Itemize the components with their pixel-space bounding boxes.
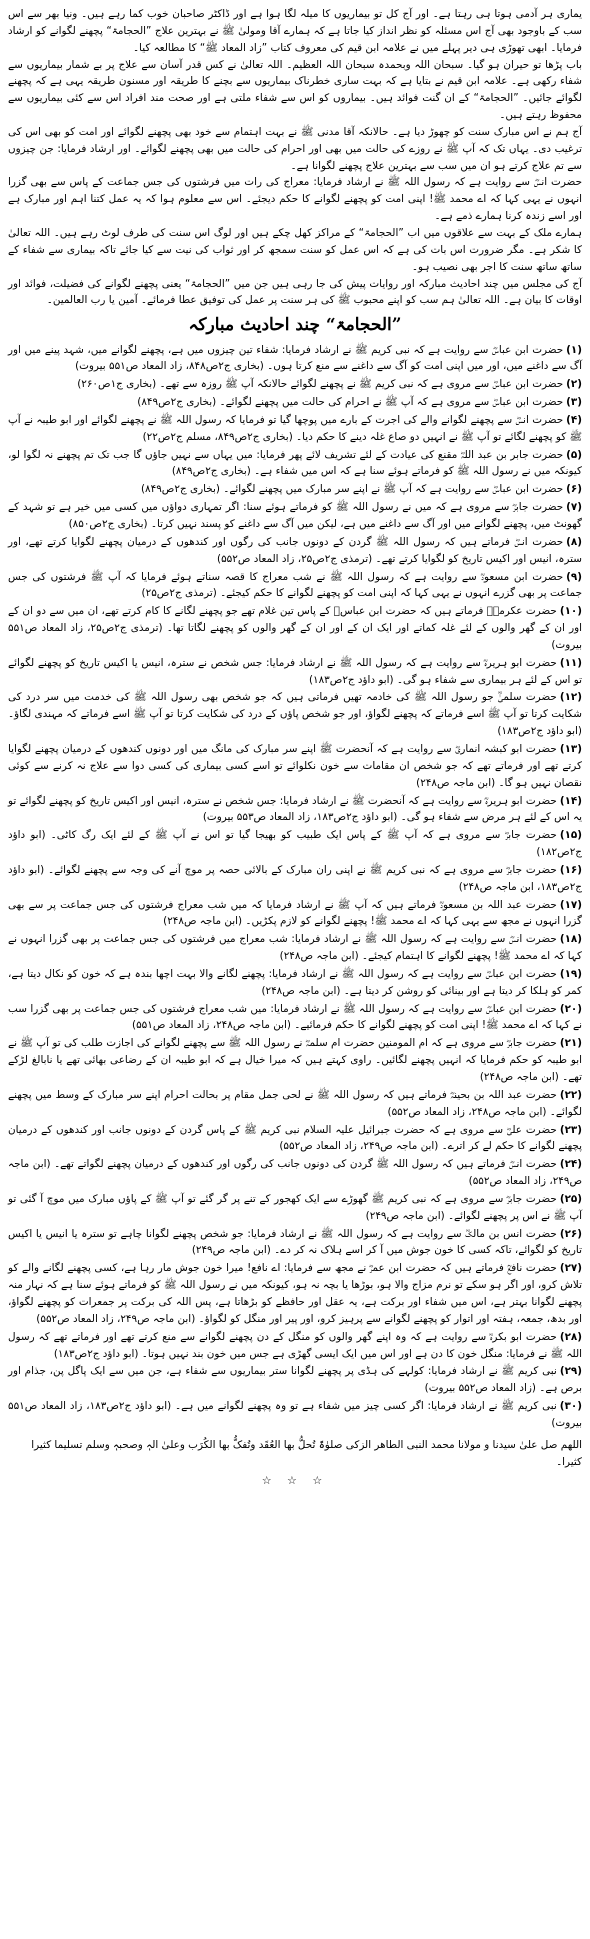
hadith-number: (۱۶) [559, 863, 582, 876]
intro-paragraph: یماری ہر آدمی ہوتا ہی رہتا ہے۔ اور آج کل تو بیماریوں کا میلہ لگا ہوا ہے اور ڈاکٹر صاحبان خوب کما رہے ہیں۔ ونیا بھر سے اس سب کے باوجود بھی آج اس مسئلہ کو نظر انداز کیا جاتا ہے کہ ہمارے آقا ومولیٰ ﷺ نے بہترین علاج ”الحجامۃ“ پچھنے لگوانے کو ارشاد فرمایا۔ ابھی تھوڑی ہی دیر پہلے میں نے علامہ ابن قیم کی معروف کتاب ”زاد المعاد ﷺ“ کا مطالعہ کیا۔ [8, 8, 582, 54]
hadith-text: حضرت ابن عباسؓ سے مروی ہے کہ نبی کریم ﷺ نے پچھنے لگوائے حالانکہ آپ ﷺ روزہ سے تھے۔ (بخاری ج۱ص۲۶۰) [77, 378, 564, 391]
hadith-text: حضرت جابرؓ سے مروی ہے کہ آپ ﷺ کے پاس ایک طبیب کو بھیجا گیا تو اس نے آپ ﷺ کے لئے ایک رگ کاٹی۔ (ابو داؤد ج۲ص۱۸۲) [8, 829, 582, 859]
hadith-item [8, 534, 582, 568]
closing-prayer: اللھم صل علیٰ سیدنا و مولانا محمد النبی الطاھر الزکی صلوٰۃً تُحلُّ بھا العُقَد وتُفکُّ بھا الکُرَب وعلیٰ الہٖ وصحبہٖ وسلم تسلیما کثیرا کثیرا۔ [31, 1438, 582, 1468]
hadith-text: حضرت انسؓ فرماتے ہیں کہ رسول اللہ ﷺ گردن کے دونوں جانب کی رگوں اور کندھوں کے درمیان پچھنے لگوایا کرتے تھے، اور سترہ، انیس اور اکیس تاریخ کو لگوایا کرتے تھے۔ (ترمذی ج۲ص۲۵، زاد المعاد ص۵۵۲) [8, 535, 582, 565]
hadith-number: (۶) [566, 483, 582, 496]
hadith-text: حضرت جابرؓ سے مروی ہے کہ میں نے رسول اللہ ﷺ کو فرماتے ہوئے سنا: اگر تمہاری دواؤں میں کسی میں خیر ہے تو شہد کے گھونٹ میں، پچھنے لگوانے میں اور آگ سے داغنے میں ہے، لیکن میں آگ سے داغنے کو پسند نہیں کرتا۔ (بخاری ج۲ص۸۵۰) [8, 501, 582, 531]
hadith-item [8, 412, 582, 446]
intro-paragraph: ہمارے ملک کے بہت سے علاقوں میں اب ”الحجامۃ“ کے مراکز کھل چکے ہیں اور لوگ اس سنت کی طرف لوٹ رہے ہیں۔ اللہ تعالیٰ کا شکر ہے۔ مگر ضرورت اس بات کی ہے کہ اس عمل کو سنت سمجھ کر اور ثواب کی نیت سے کیا جائے تاکہ بیماری سے شفاء کے ساتھ ساتھ سنت کا اجر بھی نصیب ہو۔ [8, 226, 582, 273]
hadith-number: (۴) [566, 413, 582, 426]
hadith-text: حضرت جابر بن عبد اللہؓ مقنع کی عیادت کے لئے تشریف لائے پھر فرمایا: میں یہاں سے نہیں جاؤں گا جب تک تم پچھنے نہ لگوا لو، کیونکہ میں نے رسول اللہ ﷺ کو فرماتے ہوئے سنا ہے کہ اس میں شفاء ہے۔ (بخاری ج۲ص۸۴۹) [8, 448, 582, 478]
hadith-number: (۲۵) [559, 1192, 582, 1205]
hadith-text: حضرت ابن عباسؓ سے روایت ہے کہ آپ ﷺ نے اپنے سر مبارک میں پچھنے لگوائے۔ (بخاری ج۲ص۸۴۹) [140, 483, 564, 496]
hadith-item [8, 1001, 582, 1035]
hadith-item [8, 569, 582, 603]
hadith-number: (۱۸) [559, 933, 582, 946]
hadith-number: (۲۲) [559, 1088, 582, 1101]
hadith-item [8, 1226, 582, 1260]
section-heading: ”الحجامۃ“ چند احادیث مبارکہ [188, 315, 402, 336]
hadith-item [8, 1191, 582, 1225]
hadith-number: (۱) [566, 343, 582, 356]
hadith-number: (۵) [566, 448, 582, 461]
hadith-text: حضرت ابن مسعودؓ سے روایت ہے کہ رسول اللہ ﷺ نے شب معراج کا قصہ سناتے ہوئے فرمایا کہ آپ ﷺ فرشتوں کی جس جماعت پر بھی گزرے انہوں نے یہی کہا کہ اپنی امت کو پچھنے لگوانے کا حکم کیجئے۔ (ترمذی ج۲ص۲۵) [8, 570, 582, 600]
hadith-text: حضرت علیؓ سے مروی ہے کہ حضرت جبرائیل علیہ السلام نبی کریم ﷺ کے پاس گردن کے دونوں جانب اور کندھوں کے درمیان پچھنے لگوانے کا حکم لے کر اترے۔ (ابن ماجہ ص۲۴۹، زاد المعاد ص۵۵۲) [8, 1123, 582, 1153]
intro-paragraph: آج ہم نے اس مبارک سنت کو چھوڑ دیا ہے۔ حالانکہ آقا مدنی ﷺ نے بہت اہتمام سے خود بھی پچھنے لگوائے اور امت کو بھی اس کی ترغیب دی۔ یہاں تک کہ آپ ﷺ نے روزے کی حالت میں بھی اور احرام کی حالت میں بھی پچھنے لگوائے۔ اور ارشاد فرمایا: جن چیزوں سے تم علاج کرتے ہو ان میں سب سے بہترین علاج پچھنے لگوانا ہے۔ [8, 125, 582, 172]
hadith-text: حضرت ابو ہریرہؓ سے روایت ہے کہ رسول اللہ ﷺ نے ارشاد فرمایا: جس شخص نے سترہ، انیس یا اکیس تاریخ کو پچھنے لگوائے تو اس کے لئے ہر بیماری سے شفاء ہو گی۔ (ابو داؤد ج۲ص۱۸۳) [8, 656, 582, 686]
hadith-text: حضرت جابرؓ سے مروی ہے کہ ام المومنین حضرت ام سلمہؓ نے رسول اللہ ﷺ سے پچھنے لگوانے کی اجازت طلب کی تو آپ ﷺ نے ابو طیبہ کو حکم فرمایا کہ انہیں پچھنے لگائیں۔ راوی کہتے ہیں کہ میرا خیال ہے کہ ابو طیبہ ان کے رضاعی بھائی تھے یا نابالغ لڑکے تھے۔ (ابن ماجہ ص۲۴۸) [8, 1037, 582, 1084]
hadith-number: (۹) [566, 570, 582, 583]
intro-paragraph: حضرت انسؓ سے روایت ہے کہ رسول اللہ ﷺ نے ارشاد فرمایا: معراج کی رات میں فرشتوں کی جس جماعت کے پاس سے بھی گزرا انہوں نے یہی کہا کہ اے محمد ﷺ! اپنی امت کو پچھنے لگوانے کا حکم دیجئے۔ اس سے معلوم ہوا کہ یہ عمل کتنا اہم اور مبارک ہے اور اسے زندہ کرنا ہمارے ذمے ہے۔ [8, 176, 582, 223]
end-ornament: ☆ ☆ ☆ [261, 1474, 329, 1488]
hadith-text: حضرت عکرمہؒ فرماتے ہیں کہ حضرت ابن عباسؓ کے پاس تین غلام تھے جو پچھنے لگانے کا کام کرتے تھے، ان میں سے دو ان کے اور ان کے گھر والوں کے لئے غلہ کماتے اور ایک ان کے اور ان کے گھر والوں کو پچھنے لگاتا تھا۔ (ترمذی ج۲ص۲۵، زاد المعاد ص۵۵۱ بیروت) [8, 605, 582, 651]
hadith-number: (۸) [566, 535, 582, 548]
hadith-text: حضرت ابو کبشہ انماریؓ سے روایت ہے کہ آنحضرت ﷺ اپنے سر مبارک کی مانگ میں اور دونوں کندھوں کے درمیان پچھنے لگوایا کرتے تھے اور فرماتے تھے کہ جو شخص ان مقامات سے خون نکلوائے تو اسے کسی بیماری کی کسی دوا سے علاج نہ کرنے سے کوئی نقصان نہیں ہو گا۔ (ابن ماجہ ص۲۴۸) [8, 742, 582, 789]
hadith-text: حضرت انس بن مالکؓ سے روایت ہے کہ رسول اللہ ﷺ نے ارشاد فرمایا: جو شخص پچھنے لگوانا چاہے تو سترہ یا انیس یا اکیس تاریخ کو لگوائے، تاکہ کسی کا خون جوش میں آ کر اسے ہلاک نہ کر دے۔ (ابن ماجہ ص۲۴۹) [8, 1227, 582, 1257]
hadith-item [8, 1329, 582, 1363]
hadith-number: (۲۱) [559, 1037, 582, 1050]
hadith-number: (۱۰) [559, 605, 582, 618]
hadith-text: حضرت ابن عباسؓ سے روایت ہے کہ رسول اللہ ﷺ نے ارشاد فرمایا: پچھنے لگانے والا بہت اچھا بندہ ہے کہ خون کو نکال دیتا ہے، کمر کو ہلکا کر دیتا ہے اور بینائی کو روشن کر دیتا ہے۔ (ابن ماجہ ص۲۴۸) [8, 967, 582, 997]
hadith-item [8, 1087, 582, 1121]
hadith-item [8, 1035, 582, 1086]
hadith-text: حضرت انسؓ سے روایت ہے کہ رسول اللہ ﷺ نے ارشاد فرمایا: شب معراج میں فرشتوں کی جس جماعت پر بھی گزرا انہوں نے کہا کہ اے محمد ﷺ! پچھنے لگوانے کا اہتمام کیجئے۔ (ابن ماجہ ص۲۴۸) [8, 933, 582, 963]
hadith-list [8, 342, 582, 1433]
hadith-number: (۱۷) [559, 898, 582, 911]
hadith-item [8, 342, 582, 376]
hadith-number: (۱۲) [559, 691, 582, 704]
hadith-number: (۲۴) [559, 1158, 582, 1171]
hadith-item [8, 499, 582, 533]
hadith-item [8, 447, 582, 481]
hadith-number: (۳۰) [559, 1400, 582, 1413]
hadith-number: (۷) [566, 501, 582, 514]
hadith-text: حضرت عبد اللہ بن مسعودؓ فرماتے ہیں کہ آپ ﷺ نے ارشاد فرمایا کہ میں شب معراج فرشتوں کی جس جماعت پر سے بھی گزرا انہوں نے مجھ سے یہی کہا کہ اے محمد ﷺ! پچھنے لگوانے کو لازم پکڑیں۔ (ابن ماجہ ص۲۴۸) [8, 898, 582, 928]
hadith-text: حضرت انسؓ سے پچھنے لگوانے والے کی اجرت کے بارے میں پوچھا گیا تو فرمایا کہ رسول اللہ ﷺ نے پچھنے لگوائے اور ابو طیبہ نے آپ ﷺ کو پچھنے لگائے تو آپ ﷺ نے انہیں دو صاع غلہ دینے کا حکم دیا۔ (بخاری ج۲ص۸۴۹، مسلم ج۲ص۲۲) [8, 413, 582, 443]
hadith-text: حضرت نافعؒ فرماتے ہیں کہ حضرت ابن عمرؓ نے مجھ سے فرمایا: اے نافع! میرا خون جوش مار رہا ہے، کسی پچھنے لگانے والے کو تلاش کرو، اور اگر ہو سکے تو نرم مزاج والا ہو، بوڑھا یا بچہ نہ ہو، کیونکہ میں نے رسول اللہ ﷺ کو فرماتے ہوئے سنا ہے کہ نہار منہ پچھنے لگوانا بہتر ہے، اس میں شفاء اور برکت ہے، یہ عقل اور حافظے کو بڑھاتا ہے، پس اللہ کی برکت پر جمعرات کو پچھنے لگواؤ، اور بدھ، جمعہ، ہفتہ اور اتوار کو پچھنے لگوانے سے پرہیز کرو، اور پیر اور منگل کو لگواؤ۔ (ابن ماجہ ص۲۴۹، زاد المعاد ص۵۵۲) [8, 1262, 582, 1325]
intro-section [8, 6, 582, 309]
hadith-item [8, 376, 582, 393]
intro-paragraph: آج کی مجلس میں چند احادیث مبارکہ اور روایات پیش کی جا رہی ہیں جن میں ”الحجامۃ“ یعنی پچھنے لگوانے کی فضیلت، فوائد اور اوقات کا بیان ہے۔ اللہ تعالیٰ ہم سب کو اپنے محبوب ﷺ کی ہر سنت پر عمل کی توفیق عطا فرمائے۔ آمین یا رب العالمین۔ [8, 277, 582, 307]
hadith-item [8, 862, 582, 896]
hadith-item [8, 1363, 582, 1397]
hadith-number: (۳) [566, 396, 582, 409]
hadith-item [8, 603, 582, 654]
hadith-number: (۱۱) [559, 656, 582, 669]
hadith-number: (۲۷) [559, 1262, 582, 1275]
hadith-number: (۲۶) [559, 1227, 582, 1240]
hadith-item [8, 931, 582, 965]
hadith-number: (۱۵) [559, 829, 582, 842]
hadith-item [8, 793, 582, 827]
hadith-text: حضرت جابرؓ سے مروی ہے کہ نبی کریم ﷺ گھوڑے سے ایک کھجور کے تنے پر گر گئے تو آپ ﷺ کے پاؤں مبارک میں موچ آ گئی تو آپ ﷺ نے اس پر پچھنے لگوائے۔ (ابن ماجہ ص۲۴۹) [8, 1192, 582, 1222]
hadith-text: حضرت عبد اللہ بن بحینہؓ فرماتے ہیں کہ رسول اللہ ﷺ نے لحی جمل مقام پر بحالت احرام اپنے سر مبارک کے وسط میں پچھنے لگوائے۔ (ابن ماجہ ص۲۴۸، زاد المعاد ص۵۵۲) [8, 1088, 582, 1118]
hadith-number: (۲۰) [559, 1002, 582, 1015]
hadith-text: حضرت ابو ہریرہؓ سے روایت ہے کہ آنحضرت ﷺ نے ارشاد فرمایا: جس شخص نے سترہ، انیس اور اکیس تاریخ کو پچھنے لگوائے تو یہ اس کے لئے ہر مرض سے شفاء ہو گی۔ (ابو داؤد ج۲ص۱۸۳، زاد المعاد ص۵۵۳ بیروت) [7, 794, 582, 824]
hadith-text: حضرت جابرؓ سے مروی ہے کہ نبی کریم ﷺ نے اپنی ران مبارک کے بالائی حصہ پر موچ آنے کی وجہ سے پچھنے لگوائے۔ (ابو داؤد ج۲ص۱۸۳، ابن ماجہ ص۲۴۸) [8, 863, 582, 893]
hadith-item [8, 689, 582, 740]
hadith-item [8, 966, 582, 1000]
hadith-item [8, 741, 582, 792]
hadith-text: حضرت ابن عباسؓ سے مروی ہے کہ آپ ﷺ نے احرام کی حالت میں پچھنے لگوائے۔ (بخاری ج۲ص۸۴۹) [137, 396, 564, 409]
hadith-item [8, 1260, 582, 1327]
hadith-item [8, 481, 582, 498]
intro-paragraph: باب پڑھا تو حیران ہو گیا۔ سبحان اللہ وبحمدہ سبحان اللہ العظیم۔ اللہ تعالیٰ نے کس قدر آسان سے علاج پر بے شمار بیماریوں سے شفاء رکھی ہے۔ علامہ ابن قیم نے بتایا ہے کہ بہت ساری خطرناک بیماریوں سے بچنے کا طریقہ اور مسنون طریقہ یہی ہے کہ پچھنے لگوائے جائیں۔ ”الحجامۃ“ کے ان گنت فوائد ہیں۔ بیماروں کو اس سے شفاء ملتی ہے اور صحت مند افراد اس سے کئی بیماریوں سے محفوظ رہتے ہیں۔ [8, 58, 582, 122]
hadith-text: نبی کریم ﷺ نے ارشاد فرمایا: کولہے کی ہڈی پر پچھنے لگوانا ستر بیماریوں سے شفاء ہے، جن میں سے ایک پاگل پن، جذام اور برص ہے۔ (زاد المعاد ص۵۵۲ بیروت) [8, 1365, 582, 1395]
hadith-item [8, 1122, 582, 1156]
hadith-text: حضرت ابن عباسؓ سے روایت ہے کہ رسول اللہ ﷺ نے ارشاد فرمایا: میں شب معراج فرشتوں کی جس جماعت پر بھی گزرا سب نے کہا کہ اے محمد ﷺ! اپنی امت کو پچھنے لگوانے کا حکم فرمائیے۔ (ابن ماجہ ص۲۴۸، زاد المعاد ص۵۵۱) [8, 1002, 582, 1032]
hadith-number: (۲۳) [559, 1123, 582, 1136]
hadith-item [8, 897, 582, 931]
hadith-text: حضرت ابن عباسؓ سے روایت ہے کہ نبی کریم ﷺ نے ارشاد فرمایا: شفاء تین چیزوں میں ہے، پچھنے لگوانے میں، شہد پینے میں اور آگ سے داغنے میں، اور میں اپنی امت کو آگ سے داغنے سے منع کرتا ہوں۔ (بخاری ج۲ص۸۴۸، زاد المعاد ص۵۵۱ بیروت) [8, 343, 582, 373]
hadith-number: (۱۴) [559, 794, 582, 807]
hadith-text: حضرت سلمیٰؓ جو رسول اللہ ﷺ کی خادمہ تھیں فرماتی ہیں کہ جو شخص بھی رسول اللہ ﷺ کی خدمت میں سر درد کی شکایت کرتا تو آپ ﷺ اسے فرماتے کہ پچھنے لگواؤ، اور جو شخص پاؤں کے درد کی شکایت کرتا تو آپ ﷺ اسے فرماتے کہ مہندی لگاؤ۔ (ابو داؤد ج۲ص۱۸۳) [8, 691, 582, 738]
hadith-text: نبی کریم ﷺ نے ارشاد فرمایا: اگر کسی چیز میں شفاء ہے تو وہ پچھنے لگوانے میں ہے۔ (ابو داؤد ج۲ص۱۸۳، زاد المعاد ص۵۵۱ بیروت) [8, 1400, 582, 1429]
hadith-item [8, 655, 582, 689]
hadith-item [8, 1156, 582, 1190]
hadith-item [8, 394, 582, 411]
hadith-number: (۲) [566, 378, 582, 391]
hadith-number: (۱۳) [559, 742, 582, 755]
hadith-number: (۲۹) [559, 1365, 582, 1378]
hadith-number: (۱۹) [559, 967, 582, 980]
hadith-number: (۲۸) [559, 1330, 582, 1343]
hadith-item [8, 827, 582, 861]
hadith-text: حضرت انسؓ فرماتے ہیں کہ رسول اللہ ﷺ گردن کی دونوں جانب کی رگوں اور کندھوں کے درمیان پچھنے لگواتے تھے۔ (ابن ماجہ ص۲۴۹، زاد المعاد ص۵۵۲) [8, 1158, 582, 1188]
hadith-item [8, 1398, 582, 1432]
hadith-text: حضرت ابو بکرہؓ سے روایت ہے کہ وہ اپنے گھر والوں کو منگل کے دن پچھنے لگوانے سے منع کرتے تھے اور فرماتے تھے کہ رسول اللہ ﷺ نے فرمایا: منگل خون کا دن ہے اور اس میں ایک ایسی گھڑی ہے جس میں خون بند نہیں ہوتا۔ (ابو داؤد ج۲ص۱۸۳) [8, 1330, 582, 1360]
